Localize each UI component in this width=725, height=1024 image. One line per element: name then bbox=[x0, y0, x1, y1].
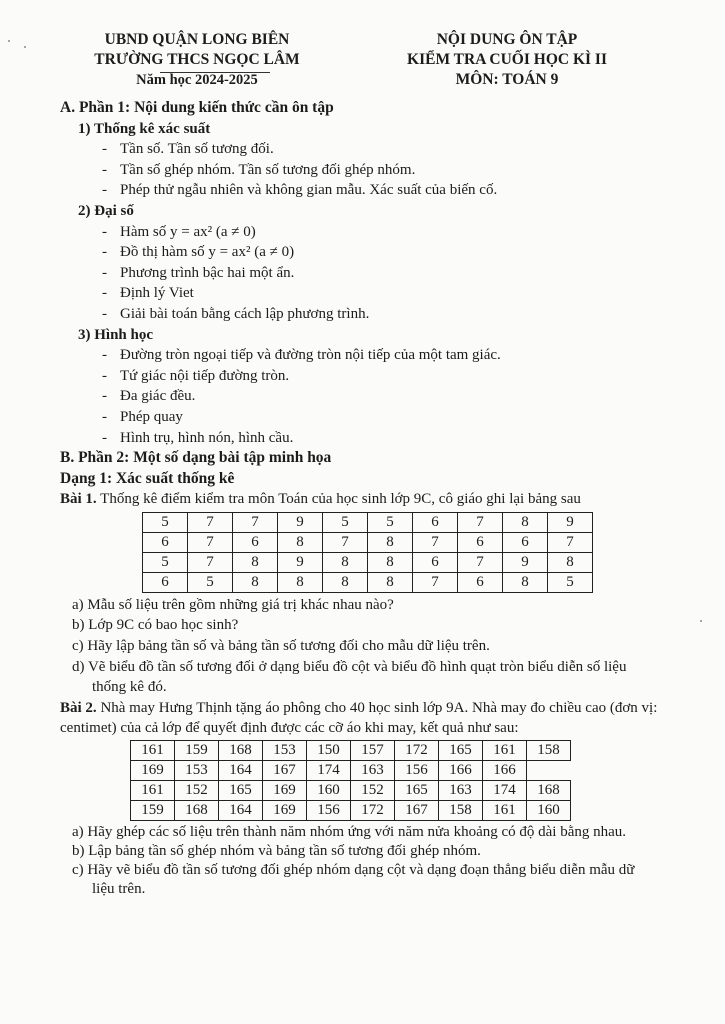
school-year: Năm học 2024-2025 bbox=[136, 72, 258, 88]
table-row bbox=[143, 532, 593, 552]
topic-text: Phép thử ngẫu nhiên và không gian mẫu. Xác suất của biến cố. bbox=[120, 182, 498, 199]
table-row bbox=[131, 801, 571, 821]
topic-text: Tần số. Tần số tương đối. bbox=[120, 141, 274, 158]
table-cell: 153 bbox=[263, 741, 307, 761]
topic-text: Giải bài toán bằng cách lập phương trình. bbox=[120, 305, 370, 322]
table-cell: 6 bbox=[413, 552, 458, 572]
topic-text: Đường tròn ngoại tiếp và đường tròn nội tiếp của một tam giác. bbox=[120, 347, 501, 364]
topic-item bbox=[102, 139, 660, 160]
table-cell: 161 bbox=[131, 781, 175, 801]
table-cell: 7 bbox=[413, 572, 458, 592]
question-item: a) Mẫu số liệu trên gồm những giá trị khác nhau nào? bbox=[72, 596, 394, 613]
school-header bbox=[92, 30, 302, 90]
topic-text: Đa giác đều. bbox=[120, 388, 196, 405]
doc-title: NỘI DUNG ÔN TẬP bbox=[436, 31, 578, 48]
table-cell: 165 bbox=[439, 741, 483, 761]
part-a-title: A. Phần 1: Nội dung kiến thức cần ôn tập bbox=[60, 99, 334, 116]
bai2-height-table bbox=[130, 740, 571, 821]
table-cell: 6 bbox=[413, 512, 458, 532]
topic-text: Phép quay bbox=[120, 408, 183, 425]
topic-item bbox=[102, 180, 660, 201]
bai2-label: Bài 2. bbox=[60, 699, 97, 716]
table-cell: 8 bbox=[503, 572, 548, 592]
table-cell: 164 bbox=[219, 761, 263, 781]
table-cell: 156 bbox=[307, 801, 351, 821]
bullet-dash: - bbox=[102, 347, 107, 364]
topic-item bbox=[102, 283, 660, 304]
topic-item bbox=[102, 407, 660, 428]
bai1-questions bbox=[60, 595, 660, 698]
bullet-dash: - bbox=[102, 429, 107, 446]
table-cell: 159 bbox=[175, 741, 219, 761]
bullet-dash: - bbox=[102, 264, 107, 281]
table-cell: 6 bbox=[233, 532, 278, 552]
table-cell: 8 bbox=[323, 552, 368, 572]
table-cell: 7 bbox=[233, 512, 278, 532]
table-cell: 152 bbox=[351, 781, 395, 801]
table-cell: 5 bbox=[188, 572, 233, 592]
table-cell: 163 bbox=[439, 781, 483, 801]
question-item: c) Hãy lập bảng tần số và bảng tần số tương đối cho mẫu dữ liệu trên. bbox=[72, 638, 490, 655]
scan-speck bbox=[24, 46, 26, 48]
topic-text: Tứ giác nội tiếp đường tròn. bbox=[120, 367, 290, 384]
doc-subtitle: KIỂM TRA CUỐI HỌC KÌ II bbox=[407, 51, 607, 68]
table-cell: 166 bbox=[439, 761, 483, 781]
table-cell: 8 bbox=[368, 572, 413, 592]
table-cell: 157 bbox=[351, 741, 395, 761]
topic-item bbox=[102, 386, 660, 407]
table-cell: 160 bbox=[527, 801, 571, 821]
section-title: 2) Đại số bbox=[78, 202, 134, 219]
bai2-questions bbox=[60, 823, 660, 899]
table-cell: 9 bbox=[278, 512, 323, 532]
table-cell: 163 bbox=[351, 761, 395, 781]
table-cell: 167 bbox=[263, 761, 307, 781]
topic-item bbox=[102, 428, 660, 449]
part-b-title: B. Phần 2: Một số dạng bài tập minh họa bbox=[60, 449, 332, 467]
scan-speck bbox=[700, 620, 702, 622]
dang1-title: Dạng 1: Xác suất thống kê bbox=[60, 469, 235, 487]
table-cell: 5 bbox=[143, 552, 188, 572]
bai2-text: Nhà may Hưng Thịnh tặng áo phông cho 40 học sinh lớp 9A. Nhà may đo chiều cao (đơn vị: centimet) của cả lớp để quyết định được các cỡ áo khi may, kết quả như sau: bbox=[60, 699, 658, 737]
bai2-statement bbox=[60, 698, 660, 739]
table-row bbox=[131, 761, 571, 781]
table-cell: 7 bbox=[323, 532, 368, 552]
table-cell: 6 bbox=[458, 572, 503, 592]
table-cell: 6 bbox=[458, 532, 503, 552]
bullet-dash: - bbox=[102, 161, 107, 178]
table-cell: 152 bbox=[175, 781, 219, 801]
school-name: TRƯỜNG THCS NGỌC LÂM bbox=[94, 51, 300, 68]
section-title: 3) Hình học bbox=[78, 326, 154, 343]
table-cell: 174 bbox=[483, 781, 527, 801]
table-cell: 7 bbox=[458, 552, 503, 572]
table-cell: 169 bbox=[263, 801, 307, 821]
topic-text: Tần số ghép nhóm. Tần số tương đối ghép nhóm. bbox=[120, 161, 416, 178]
topic-item bbox=[102, 263, 660, 284]
table-cell: 5 bbox=[143, 512, 188, 532]
table-cell: 6 bbox=[503, 532, 548, 552]
question-item: b) Lớp 9C có bao học sinh? bbox=[72, 617, 239, 634]
table-row bbox=[143, 512, 593, 532]
topic-text: Đồ thị hàm số y = ax² (a ≠ 0) bbox=[120, 244, 295, 261]
subject-label: MÔN: TOÁN 9 bbox=[455, 71, 559, 88]
table-cell: 158 bbox=[439, 801, 483, 821]
bai1-text: Thống kê điểm kiểm tra môn Toán của học sinh lớp 9C, cô giáo ghi lại bảng sau bbox=[100, 491, 581, 508]
header-underline bbox=[160, 72, 270, 73]
bullet-dash: - bbox=[102, 367, 107, 384]
table-row bbox=[131, 781, 571, 801]
table-cell: 8 bbox=[233, 572, 278, 592]
table-cell: 164 bbox=[219, 801, 263, 821]
table-cell: 7 bbox=[188, 532, 233, 552]
topic-item bbox=[102, 160, 660, 181]
bullet-dash: - bbox=[102, 141, 107, 158]
table-cell: 161 bbox=[483, 741, 527, 761]
bullet-dash: - bbox=[102, 388, 107, 405]
question-item: a) Hãy ghép các số liệu trên thành năm nhóm ứng với năm nửa khoảng có độ dài bằng nhau. bbox=[72, 824, 627, 841]
table-cell: 172 bbox=[395, 741, 439, 761]
table-cell: 168 bbox=[219, 741, 263, 761]
table-cell: 160 bbox=[307, 781, 351, 801]
table-cell: 172 bbox=[351, 801, 395, 821]
topic-text: Định lý Viet bbox=[120, 285, 194, 302]
table-cell: 8 bbox=[368, 532, 413, 552]
table-cell: 9 bbox=[503, 552, 548, 572]
table-cell: 161 bbox=[131, 741, 175, 761]
table-cell: 159 bbox=[131, 801, 175, 821]
table-cell: 8 bbox=[233, 552, 278, 572]
bullet-dash: - bbox=[102, 305, 107, 322]
table-cell: 158 bbox=[527, 741, 571, 761]
table-cell: 8 bbox=[368, 552, 413, 572]
table-row bbox=[143, 572, 593, 592]
table-cell: 174 bbox=[307, 761, 351, 781]
table-cell: 166 bbox=[483, 761, 527, 781]
table-row bbox=[143, 552, 593, 572]
topic-item bbox=[102, 345, 660, 366]
table-cell: 7 bbox=[548, 532, 593, 552]
topic-item bbox=[102, 304, 660, 325]
topic-text: Phương trình bậc hai một ẩn. bbox=[120, 264, 295, 281]
topic-item bbox=[102, 222, 660, 243]
table-cell: 8 bbox=[323, 572, 368, 592]
table-cell: 5 bbox=[323, 512, 368, 532]
table-cell: 165 bbox=[219, 781, 263, 801]
table-cell: 156 bbox=[395, 761, 439, 781]
table-cell: 153 bbox=[175, 761, 219, 781]
table-cell: 9 bbox=[278, 552, 323, 572]
table-cell: 168 bbox=[527, 781, 571, 801]
topic-text: Hàm số y = ax² (a ≠ 0) bbox=[120, 223, 256, 240]
section-title: 1) Thống kê xác suất bbox=[78, 120, 211, 137]
table-cell: 150 bbox=[307, 741, 351, 761]
bullet-dash: - bbox=[102, 408, 107, 425]
question-item: c) Hãy vẽ biểu đồ tần số tương đối ghép nhóm dạng cột và dạng đoạn thẳng biểu diễn mẫu dữ liệu trên. bbox=[72, 862, 635, 898]
bullet-dash: - bbox=[102, 244, 107, 261]
bullet-dash: - bbox=[102, 285, 107, 302]
table-cell: 169 bbox=[263, 781, 307, 801]
bai1-statement bbox=[60, 489, 660, 510]
table-cell: 8 bbox=[548, 552, 593, 572]
table-cell: 169 bbox=[131, 761, 175, 781]
table-cell: 9 bbox=[548, 512, 593, 532]
table-cell: 8 bbox=[278, 532, 323, 552]
table-cell: 7 bbox=[188, 552, 233, 572]
bai1-score-table bbox=[142, 512, 593, 593]
topic-item bbox=[102, 366, 660, 387]
bai1-label: Bài 1. bbox=[60, 491, 97, 508]
table-cell: 5 bbox=[548, 572, 593, 592]
table-cell: 5 bbox=[368, 512, 413, 532]
scan-speck bbox=[8, 40, 10, 42]
question-item: d) Vẽ biểu đồ tần số tương đối ở dạng biểu đồ cột và biểu đồ hình quạt tròn biểu diễn số liệu thống kê đó. bbox=[72, 658, 627, 696]
table-cell: 7 bbox=[188, 512, 233, 532]
district-name: UBND QUẬN LONG BIÊN bbox=[104, 31, 290, 48]
part-a-sections bbox=[60, 119, 660, 449]
table-cell: 6 bbox=[143, 572, 188, 592]
table-row bbox=[131, 741, 571, 761]
question-item: b) Lập bảng tần số ghép nhóm và bảng tần số tương đối ghép nhóm. bbox=[72, 843, 481, 860]
topic-item bbox=[102, 242, 660, 263]
table-cell: 7 bbox=[458, 512, 503, 532]
topic-text: Hình trụ, hình nón, hình cầu. bbox=[120, 429, 294, 446]
table-cell: 6 bbox=[143, 532, 188, 552]
table-cell: 165 bbox=[395, 781, 439, 801]
table-cell: 7 bbox=[413, 532, 458, 552]
table-cell: 8 bbox=[503, 512, 548, 532]
bullet-dash: - bbox=[102, 182, 107, 199]
bullet-dash: - bbox=[102, 223, 107, 240]
document-title-block bbox=[382, 30, 632, 90]
table-cell: 161 bbox=[483, 801, 527, 821]
document-body bbox=[60, 98, 660, 899]
table-cell: 168 bbox=[175, 801, 219, 821]
table-cell: 167 bbox=[395, 801, 439, 821]
table-cell: 8 bbox=[278, 572, 323, 592]
